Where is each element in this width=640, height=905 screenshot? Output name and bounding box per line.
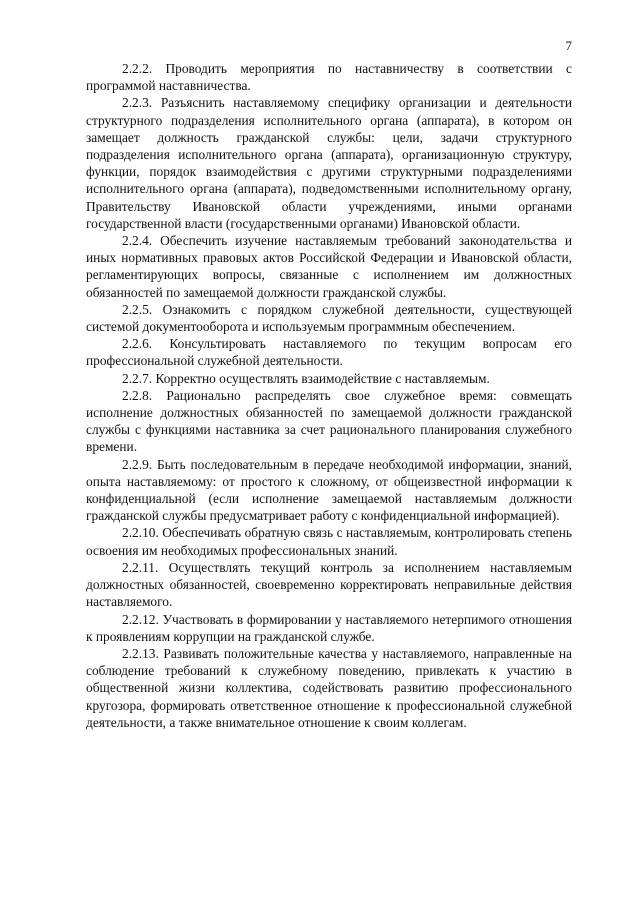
paragraph-2-2-2: 2.2.2. Проводить мероприятия по наставничеству в соответствии с программой наставничества. [86,61,572,94]
page-number: 7 [565,38,572,53]
paragraph-2-2-10: 2.2.10. Обеспечивать обратную связь с наставляемым, контролировать степень освоения им необходимых профессиональных знаний. [86,525,572,558]
paragraph-2-2-11: 2.2.11. Осуществлять текущий контроль за исполнением наставляемым должностных обязанностей, своевременно корректировать неправильные действия наставляемого. [86,559,572,610]
document-body [86,60,572,731]
paragraph-2-2-9: 2.2.9. Быть последовательным в передаче необходимой информации, знаний, опыта наставляемому: от простого к сложному, от общеизвестной информации к конфиденциальной (если исполнение замещаемой наставляемым должности гражданской службы предусматривает работу с конфиденциальной информацией). [86,456,572,524]
paragraph-2-2-7: 2.2.7. Корректно осуществлять взаимодействие с наставляемым. [122,370,490,386]
paragraph-2-2-5: 2.2.5. Ознакомить с порядком служебной деятельности, существующей системой документооборота и используемым программным обеспечением. [86,301,572,335]
paragraph-2-2-6: 2.2.6. Консультировать наставляемого по текущим вопросам его профессиональной служебной деятельности. [86,336,572,369]
paragraph-2-2-13: 2.2.13. Развивать положительные качества у наставляемого, направленные на соблюдение требований к служебному поведению, привлекать к участию в общественной жизни коллектива, содействовать развитию профессионального кругозора, формировать ответственное отношение к профессиональной служебной деятельности, а также внимательное отношение к своим коллегам. [86,645,572,730]
paragraph-2-2-3: 2.2.3. Разъяснить наставляемому специфику организации и деятельности структурного подразделения исполнительного органа (аппарата), в котором он замещает должность гражданской службы: цели, задачи структурного подразделения исполнительного органа (аппарата), организационную структуру, функции, порядок взаимодействия с другими структурными подразделениями исполнительного органа (аппарата), подведомственными исполнительному органу, Правительству Ивановской области учреждениями, иными органами государственной власти (государственными органами) Ивановской области. [86,95,572,231]
paragraph-2-2-12: 2.2.12. Участвовать в формировании у наставляемого нетерпимого отношения к проявлениям коррупции на гражданской службе. [86,611,572,644]
paragraph-2-2-4: 2.2.4. Обеспечить изучение наставляемым требований законодательства и иных нормативных правовых актов Российской Федерации и Ивановской области, регламентирующих вопросы, связанные с исполнением им должностных обязанностей по замещаемой должности гражданской службы. [86,233,572,300]
paragraph-2-2-8: 2.2.8. Рационально распределять свое служебное время: совмещать исполнение должностных обязанностей по замещаемой должности гражданской службы с функциями наставника за счет рационального планирования служебного времени. [86,387,572,455]
